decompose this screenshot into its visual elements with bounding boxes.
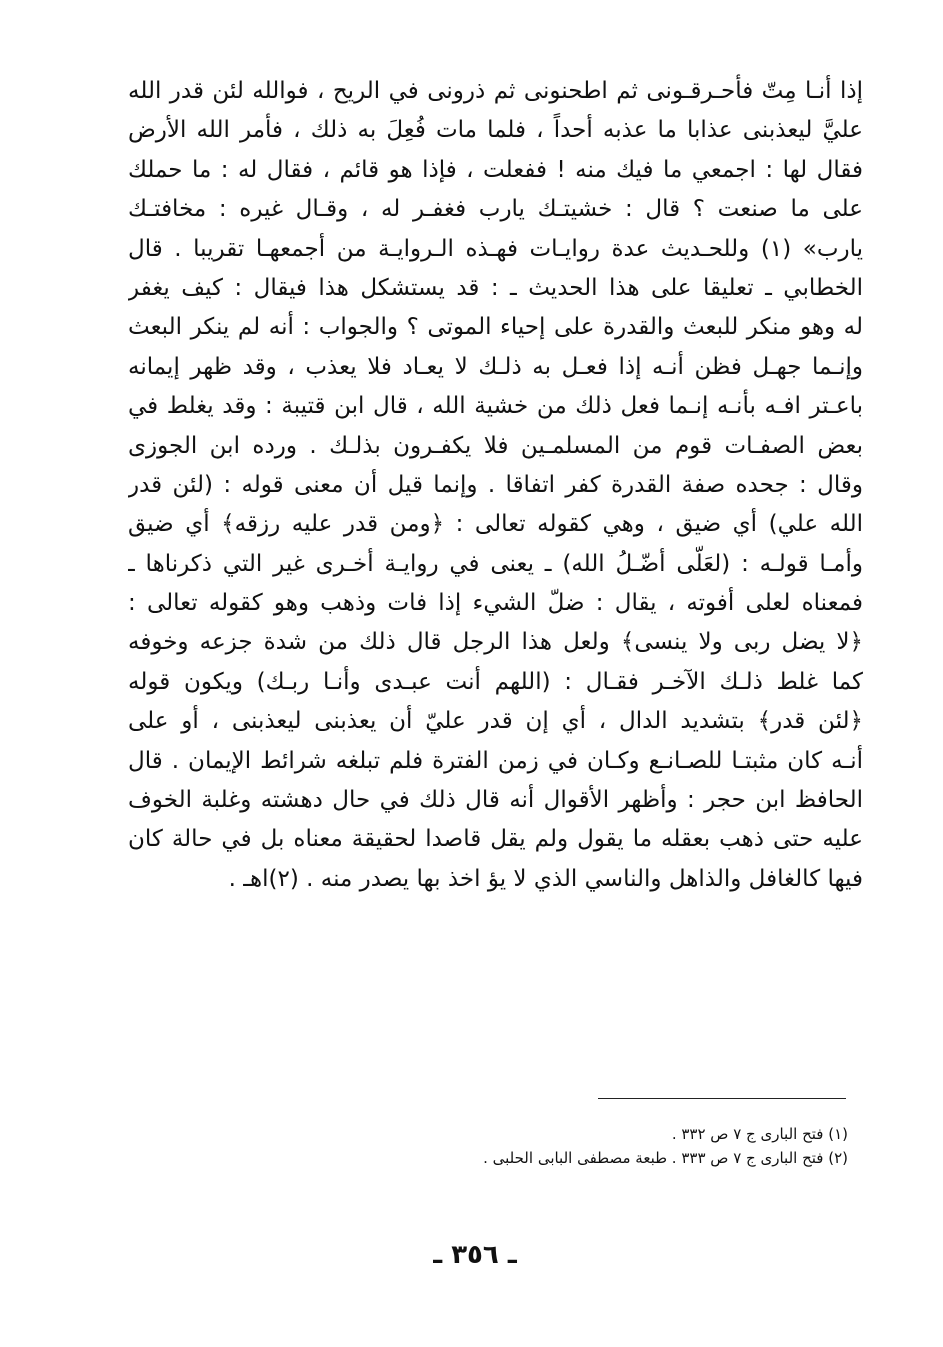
text-line: الله علي) أي ضيق ، وهي كقوله تعالى : ﴿ومن قدر عليه رزقه﴾ أي ضيق bbox=[128, 511, 863, 538]
footnote-2: (٢) فتح البارى ج ٧ ص ٣٣٣ . طبعة مصطفى البابى الحلبى . bbox=[483, 1149, 848, 1167]
text-line: ﴿لا يضل ربى ولا ينسى﴾ ولعل هذا الرجل قال ذلك من شدة جزعه وخوفه bbox=[128, 629, 863, 656]
text-line: فقال لها : اجمعي ما فيك منه ! ففعلت ، فإذا هو قائم ، فقال له : ما حملك bbox=[128, 156, 863, 183]
text-line: وأمـا قولـه : (لعَلّى أضّـلُ الله) ـ يعنى في روايـة أخـرى غير التي ذكرناها ـ bbox=[128, 550, 863, 577]
footnotes bbox=[300, 1122, 848, 1170]
footnote-1: (١) فتح البارى ج ٧ ص ٣٣٢ . bbox=[671, 1125, 848, 1143]
text-line: يارب» (١) وللحـديث عدة روايـات فهـذه الـروايـة من أجمعهـا تقريبا . قال bbox=[128, 235, 863, 262]
body-text bbox=[128, 72, 863, 899]
text-line: وقال : جحده صفة القدرة كفر اتفاقا . وإنما قيل أن معنى قوله : (لئن قدر bbox=[128, 471, 863, 498]
text-line: على ما صنعت ؟ قال : خشيتـك يارب فغفـر له ، وقـال غيره : مخافتـك bbox=[128, 196, 863, 223]
text-line: الخطابي ـ تعليقا على هذا الحديث ـ : قد يستشكل هذا فيقال : كيف يغفر bbox=[128, 274, 863, 301]
text-line: الحافظ ابن حجر : وأظهر الأقوال أنه قال ذلك في حال دهشته وغلبة الخوف bbox=[128, 787, 863, 814]
text-line: باعـتر افـه بأنـه إنـما فعل ذلك من خشية الله ، قال ابن قتيبة : وقد يغلط في bbox=[128, 393, 863, 420]
text-line: فمعناه لعلى أفوته ، يقال : ضلّ الشيء إذا فات وذهب وهو كقوله تعالى : bbox=[128, 590, 863, 617]
text-line-last: فيها كالغافل والذاهل والناسي الذي لا يؤ اخذ بها يصدر منه . (٢)اهـ . bbox=[228, 865, 863, 892]
text-line: له وهو منكر للبعث والقدرة على إحياء الموتى ؟ والجواب : أنه لم ينكر البعث bbox=[128, 314, 863, 341]
text-line: إذا أنـا مِتّ فأحـرقـونى ثم اطحنونى ثم ذرونى في الريح ، فوالله لئن قدر الله bbox=[128, 78, 863, 104]
text-line: عليَّ ليعذبنى عذابا ما عذبه أحداً ، فلما مات فُعِلَ به ذلك ، فأمر الله الأرض bbox=[128, 117, 863, 144]
text-line: أنـه كان مثبتـا للصـانـع وكـان في زمن الفترة فلم تبلغه شرائط الإيمان . قال bbox=[128, 747, 863, 774]
text-line: بعض الصفـات قوم من المسلمـين فلا يكفـرون بذلـك . ورده ابن الجوزى bbox=[128, 432, 863, 459]
footnote-separator bbox=[598, 1098, 846, 1099]
text-line: كما غلط ذلـك الآخـر فقـال : (اللهم أنت عبـدى وأنـا ربـك) ويكون قوله bbox=[128, 668, 863, 695]
text-line: وإنـما جهـل فظن أنـه إذا فعـل به ذلـك لا يعـاد فلا يعذب ، وقد ظهر إيمانه bbox=[128, 353, 863, 380]
text-line: ﴿لئن قدر﴾ بتشديد الدال ، أي إن قدر عليّ أن يعذبنى ليعذبنى ، أو على bbox=[128, 708, 863, 735]
text-line: عليه حتى ذهب بعقله ما يقول ولم يقل قاصدا لحقيقة معناه بل في حالة كان bbox=[128, 826, 863, 853]
page-number: ـ ٣٥٦ ـ bbox=[433, 1240, 517, 1270]
